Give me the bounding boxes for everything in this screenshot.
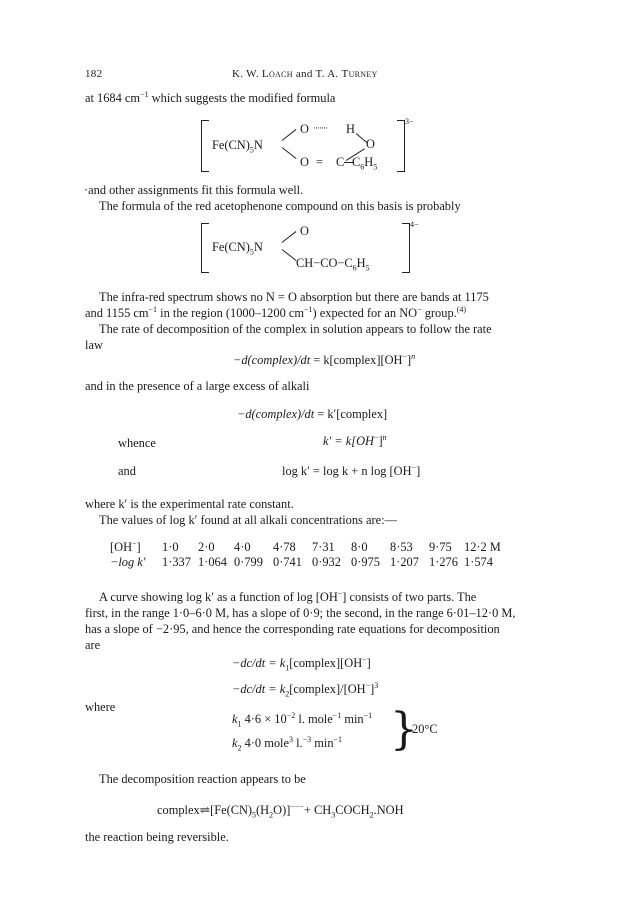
table-cell: 0·741 (273, 555, 302, 569)
text-run: at 1684 cm (85, 91, 141, 105)
equals: = (316, 155, 323, 169)
author-2: Turney (341, 68, 378, 80)
authors-prefix: K. W. (232, 68, 262, 80)
phenyl: $C_6H_5$ (352, 155, 378, 172)
charge: 4− (410, 220, 419, 229)
paragraph-line: the reaction being reversible. (85, 830, 229, 844)
temperature: 20°C (412, 722, 438, 736)
authors-and: and T. A. (292, 68, 342, 80)
equation-excess-alkali: −d(complex)/dt = k′[complex] (237, 407, 388, 421)
table-cell: 1·207 (390, 555, 419, 569)
label-whence: whence (118, 436, 156, 450)
paragraph-line: A curve showing log k′ as a function of log [OH−] consists of two parts. The (99, 588, 477, 604)
table-cell: 2·0 (198, 540, 215, 554)
charge: 3− (405, 117, 414, 126)
constant-k1: $k_1$ $4\cdot 6 \times 10^{-2}$ l. mole$^{-1}$ $\min^{-1}$ (232, 710, 373, 729)
table-cell: 4·0 (234, 540, 251, 554)
paragraph-line: The rate of decomposition of the complex in solution appears to follow the rate (99, 322, 492, 336)
equation-decomposition: $complex\rightleftharpoons[Fe(CN)_5(H_2O)]^{---}+$ $CH_3COCH_2.NOH$ (157, 801, 404, 820)
label-where: where (85, 700, 116, 714)
table-row (110, 555, 501, 570)
bond (282, 147, 297, 159)
table-row (110, 540, 501, 555)
equation-rate-2: $-dc/dt = k_2[complex]/[OH^-]^3$ (232, 680, 379, 699)
atom-o: O (300, 122, 309, 136)
paragraph-line: are (85, 638, 101, 652)
table-cell: 9·75 (429, 540, 452, 554)
bond (282, 231, 297, 243)
data-table (110, 540, 501, 570)
label-and: and (118, 464, 136, 478)
table-cell: 1·0 (162, 540, 179, 554)
atom-h: H (346, 122, 355, 136)
equation-rate-law: −d(complex)/dt = $k[complex][OH^-]^n$ (233, 351, 416, 367)
table-cell: 1·574 (464, 555, 493, 569)
paragraph-line: The values of log k′ found at all alkali concentrations are:— (99, 513, 397, 527)
paragraph-line: first, in the range 1·0–6·0 M, has a slope of 0·9; the second, in the range 6·01–12·0 M, (85, 606, 516, 620)
left-bracket (201, 120, 209, 172)
page-number: 182 (85, 68, 103, 80)
right-bracket (402, 223, 410, 273)
table-cell: 12·2 M (464, 540, 501, 554)
right-brace: } (390, 704, 418, 755)
running-head (232, 68, 378, 80)
table-cell: 1·276 (429, 555, 458, 569)
right-bracket (397, 120, 405, 172)
table-cell: 8·53 (390, 540, 413, 554)
table-cell: 7·31 (312, 540, 335, 554)
atom-o: O (300, 224, 309, 238)
equation-k-prime: $k' = k[OH^-]^n$ (323, 432, 387, 448)
formula-fe: $Fe(CN)_5N$ (212, 240, 263, 257)
equation-log-k: log k′ = log k + n log [OH−] (282, 462, 421, 478)
superscript: −1 (140, 89, 149, 99)
equation-rate-1: $-dc/dt = k_1[complex][OH^-]$ (232, 654, 371, 673)
formula-fe: $Fe(CN)_5N$ (212, 138, 263, 155)
paragraph-line: The decomposition reaction appears to be (99, 772, 306, 786)
paragraph-line: law (85, 338, 103, 352)
paragraph-line: The infra-red spectrum shows no N = O absorption but there are bands at 1175 (99, 290, 489, 304)
paragraph-line: and 1155 $cm^{-1}$ in the region (1000–1200 $cm^{-1}$) expected for an NO− group.$^{(4)}$ (85, 304, 467, 320)
row-label: [OH−] (110, 538, 141, 554)
table-cell: 4·78 (273, 540, 296, 554)
table-cell: 0·799 (234, 555, 263, 569)
bond (282, 249, 297, 261)
citation: (4) (456, 304, 467, 314)
table-cell: 1·064 (198, 555, 227, 569)
atom-o: O (300, 155, 309, 169)
left-bracket (201, 223, 209, 273)
bond (282, 129, 297, 141)
paragraph-line (85, 91, 335, 106)
atom-c: C (336, 155, 345, 169)
table-cell: 0·975 (351, 555, 380, 569)
constant-k2: $k_2$ 4·0 mole$^3$ l.$^{-3}$ $\min^{-1}$ (232, 734, 343, 753)
paragraph-line: The formula of the red acetophenone compound on this basis is probably (99, 199, 461, 213)
table-cell: 1·337 (162, 555, 191, 569)
text-run: which suggests the modified formula (148, 91, 336, 105)
paragraph-line: where k′ is the experimental rate constant. (85, 497, 294, 511)
paragraph-line: and in the presence of a large excess of alkali (85, 379, 310, 393)
atom-o: O (366, 137, 375, 151)
table-cell: 8·0 (351, 540, 368, 554)
paragraph-line: has a slope of −2·95, and hence the corresponding rate equations for decomposition (85, 622, 500, 636)
author-1: Loach (261, 68, 293, 80)
table-cell: 0·932 (312, 555, 341, 569)
h-bond-dots: ······· (313, 123, 327, 133)
chain: $CH-CO-C_6H_5$ (296, 256, 370, 273)
row-label: −log k′ (110, 555, 146, 569)
paragraph-line: ·and other assignments fit this formula well. (84, 183, 304, 197)
